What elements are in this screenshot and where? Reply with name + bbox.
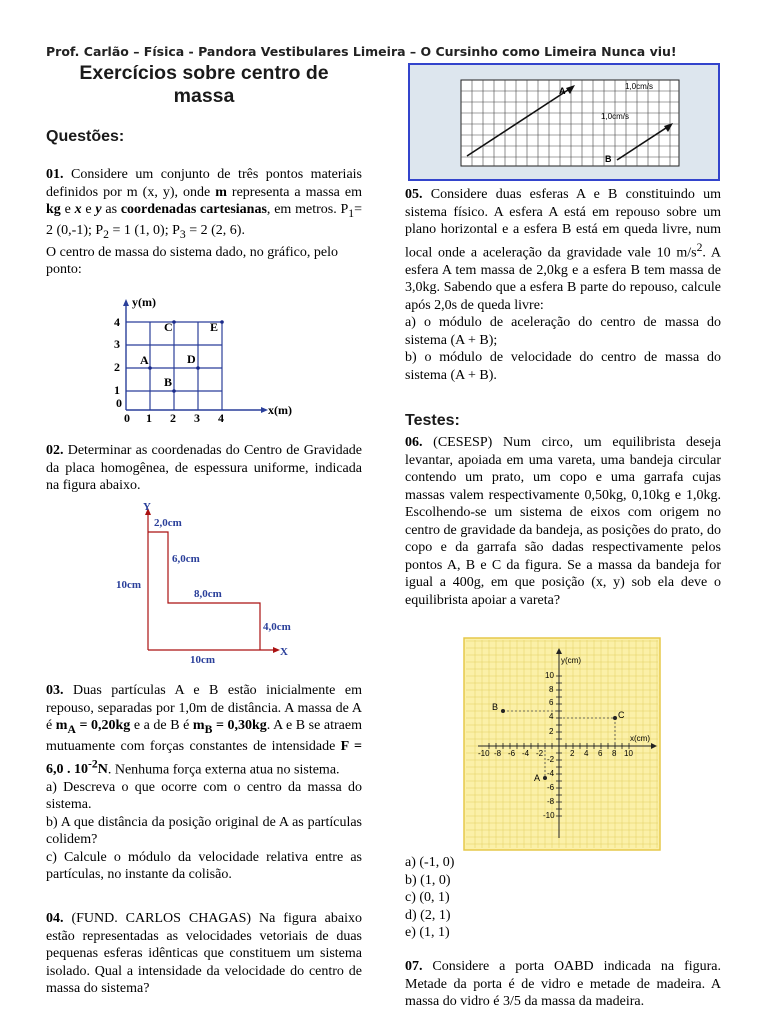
fig06-ylabel: y(cm): [561, 656, 581, 665]
q02-text: Determinar as coordenadas do Centro de Gravidade da placa homogênea, de espessura uniforme, indicada na figura abaixo.: [46, 443, 362, 493]
fig01-point-b: B: [164, 375, 173, 389]
fig01-ytick-4: 4: [114, 315, 120, 329]
fig02-dim-width: 10cm: [190, 654, 216, 666]
fig04-label-a: A: [559, 86, 566, 96]
q07-number: 07.: [405, 959, 423, 974]
q07-text: Considere a porta OABD indicada na figura. Metade da porta é de vidro e metade de madeira. A massa do vidro é 3/5 da massa da madeira.: [405, 959, 721, 1009]
fig06-point-b-dot: [501, 709, 505, 713]
fig02-dim-inner-height: 6,0cm: [172, 553, 200, 565]
testes-heading: Testes:: [405, 412, 460, 429]
title-line-1: Exercícios sobre centro de: [79, 62, 329, 84]
fig01-point-e: E: [210, 320, 219, 334]
q05-text-2: . A esfera A tem massa de 2,0kg e a esfera B tem massa de 3,0kg. Sabendo que a esfera B parte do repouso, calcule após 2,0s de queda livre:: [405, 245, 722, 313]
fig01-x-arrow: [261, 407, 268, 413]
fig01-ytick-2: 2: [114, 360, 120, 374]
fig01-ytick-3: 3: [114, 337, 120, 351]
fig01-ylabel: y(m): [132, 295, 156, 309]
q06-number: 06.: [405, 435, 423, 450]
fig06-ytick-4: 4: [549, 712, 554, 721]
fig06-ytick-neg4: -4: [547, 769, 555, 778]
figure-01-grid: [110, 294, 310, 424]
q02-number: 02.: [46, 443, 64, 458]
fig06-ytick-6: 6: [549, 698, 554, 707]
fig02-y-label: Y: [143, 501, 151, 513]
figure-06-coordinates: [464, 638, 660, 850]
fig02-dim-height: 10cm: [116, 579, 142, 591]
q03-mb-sub: B: [204, 722, 213, 736]
fig06-ytick-8: 8: [549, 685, 554, 694]
question-01: [46, 166, 362, 279]
q06-option-a[interactable]: a) (-1, 0): [405, 855, 455, 870]
fig06-point-b: B: [492, 702, 499, 712]
fig06-xtick-2: 2: [570, 749, 575, 758]
fig01-point-a: A: [140, 353, 149, 367]
fig02-x-label: X: [280, 646, 288, 658]
fig06-xtick-neg2: -2: [536, 749, 544, 758]
q03-ma: m: [55, 718, 68, 733]
q01-text-5: as: [101, 202, 121, 217]
q01-x: x: [74, 202, 82, 217]
q01-line-2: O centro de massa do sistema dado, no gráfico, pelo ponto:: [46, 244, 338, 278]
fig06-ytick-2: 2: [549, 727, 554, 736]
figure-02-plate: [110, 498, 310, 670]
fig01-ytick-1: 1: [114, 383, 120, 397]
fig04-scale-1: 1,0cm/s: [625, 82, 654, 91]
fig02-dim-right: 4,0cm: [263, 621, 291, 633]
fig06-point-c: C: [618, 710, 625, 720]
q06-option-e[interactable]: e) (1, 1): [405, 925, 450, 940]
fig06-background: [464, 638, 660, 850]
q03-item-c: c) Calcule o módulo da velocidade relativa entre as partículas, no instante da colisão.: [46, 849, 362, 883]
fig06-ytick-neg8: -8: [547, 797, 555, 806]
q03-mb: m: [192, 718, 205, 733]
q03-ma-value: = 0,20kg: [75, 718, 131, 733]
question-07: [405, 958, 721, 1011]
q06-text: (CESESP) Num circo, um equilibrista deseja levantar, apoiada em uma vareta, uma bandeja circular contendo um prato, um copo e uma garrafa cujas massas valem respectivamente 0,50kg, 0,10kg e 1,0kg. Escolhendo-se um sistema de eixos com origem no centro de gravidade da bandeja, as posições do prato, do copo e da garrafa são dadas respectivamente pelos pontos A, B e C da figura. Se a massa da bandeja for igual a 400g, em que posição (x, y) sob ela deve o equilibrista apoiar a vareta?: [405, 435, 721, 608]
q01-text-2: representa a massa em: [226, 184, 362, 200]
fig06-xlabel: x(cm): [630, 734, 650, 743]
question-02: [46, 442, 362, 495]
fig02-x-arrow: [273, 647, 280, 653]
page-header: Prof. Carlão – Física - Pandora Vestibulares Limeira – O Cursinho como Limeira Nunca viu!: [46, 44, 677, 59]
q03-text-4: . Nenhuma força externa atua no sistema.: [107, 762, 340, 778]
q03-force-exp: -2: [88, 757, 98, 771]
q06-option-d[interactable]: d) (2, 1): [405, 907, 451, 923]
q01-text-6: , em metros. P: [266, 202, 349, 217]
q03-ma-sub: A: [67, 722, 76, 736]
q01-m: m: [215, 184, 227, 200]
fig02-dim-inner-width: 8,0cm: [194, 588, 222, 600]
fig01-point-d: D: [187, 352, 196, 366]
fig01-xlabel: x(m): [268, 403, 292, 417]
question-05: [405, 186, 721, 384]
fig01-xtick-0: 0: [124, 411, 130, 425]
fig06-ytick-neg10: -10: [543, 811, 555, 820]
q03-text-1: Duas partículas A e B estão inicialmente em repouso, separadas por 1,0m de distância. A massa de A é: [46, 683, 362, 733]
q05-item-a: a) o módulo de aceleração do centro de massa do sistema (A + B);: [405, 315, 721, 348]
fig06-xtick-4: 4: [584, 749, 589, 758]
fig06-ytick-neg2: -2: [547, 755, 555, 764]
questoes-heading: Questões:: [46, 128, 125, 145]
q05-exp: 2: [696, 240, 703, 254]
question-03: [46, 682, 362, 884]
fig06-point-a: A: [534, 773, 541, 783]
title-line-2: massa: [173, 85, 235, 107]
fig04-scale-2: 1,0cm/s: [601, 112, 630, 121]
fig01-xtick-4: 4: [218, 411, 224, 425]
q06-option-b[interactable]: b) (1, 0): [405, 872, 451, 888]
q01-text-7: = 2 (0,-1); P: [46, 202, 362, 239]
q01-coord: coordenadas cartesianas: [120, 202, 267, 217]
fig01-point-c: C: [164, 320, 173, 334]
fig06-xtick-neg10: -10: [478, 749, 490, 758]
q01-p2-sub: 2: [103, 228, 109, 242]
q03-text-2: e a de B é: [130, 718, 193, 733]
q01-text-4: e: [81, 202, 96, 217]
fig06-xtick-8: 8: [612, 749, 617, 758]
fig06-xtick-6: 6: [598, 749, 603, 758]
q03-text-3: . A e B se atraem mutuamente com forças constantes de intensidade: [46, 718, 362, 755]
fig02-dim-top: 2,0cm: [154, 517, 182, 529]
q01-number: 01.: [46, 167, 64, 182]
q01-y: y: [95, 202, 102, 217]
fig06-xtick-neg6: -6: [508, 749, 516, 758]
q06-options: [405, 854, 721, 942]
page-title: [46, 62, 362, 108]
fig06-xtick-10: 10: [624, 749, 633, 758]
q04-text: (FUND. CARLOS CHAGAS) Na figura abaixo estão representadas as velocidades vetoriais de duas pequenas esferas idênticas que constituem um sistema isolado. Qual a intensidade da velocidade do centro de massa do sistema?: [46, 911, 362, 996]
q05-item-b: b) o módulo de velocidade do centro de massa do sistema (A + B).: [405, 350, 721, 383]
fig01-y-arrow: [123, 299, 129, 306]
q06-option-c[interactable]: c) (0, 1): [405, 890, 450, 905]
q01-text-8: = 1 (1, 0); P: [109, 223, 180, 239]
q03-force-unit: N: [97, 762, 108, 778]
fig01-xtick-2: 2: [170, 411, 176, 425]
fig01-xtick-3: 3: [194, 411, 200, 425]
q03-item-b: b) A que distância da posição original de A as partículas colidem?: [46, 814, 362, 848]
q05-text-1: Considere duas esferas A e B constituindo um sistema físico. A esfera A está em repouso sobre um plano horizontal e a esfera B está em queda livre, num local onde a aceleração da gravidade vale 10 m/s: [405, 187, 721, 261]
q01-kg: kg: [46, 202, 61, 217]
q01-p3-sub: 3: [179, 228, 186, 242]
q03-number: 03.: [46, 683, 64, 698]
q03-mb-value: = 0,30kg: [212, 718, 267, 733]
fig06-xtick-neg8: -8: [494, 749, 502, 758]
fig04-label-b: B: [605, 154, 612, 164]
question-06: [405, 434, 721, 609]
q01-p1-sub: 1: [348, 206, 355, 220]
question-04: [46, 910, 362, 998]
q05-number: 05.: [405, 187, 423, 202]
fig06-ytick-10: 10: [545, 671, 554, 680]
fig06-point-a-dot: [543, 776, 547, 780]
q01-text-3: e: [60, 202, 75, 217]
figure-04-velocity-vectors: [409, 64, 719, 182]
q03-force: F = 6,0 . 10: [46, 739, 362, 778]
fig06-point-c-dot: [613, 716, 617, 720]
q01-text-9: = 2 (2, 6).: [185, 223, 245, 239]
q01-text: Considere um conjunto de três pontos materiais definidos por m (x, y), onde: [46, 167, 362, 200]
q04-number: 04.: [46, 911, 64, 926]
fig06-xtick-neg4: -4: [522, 749, 530, 758]
q03-item-a: a) Descreva o que ocorre com o centro da massa do sistema.: [46, 779, 362, 813]
fig06-ytick-neg6: -6: [547, 783, 555, 792]
fig01-ytick-0: 0: [116, 396, 122, 410]
fig01-xtick-1: 1: [146, 411, 152, 425]
